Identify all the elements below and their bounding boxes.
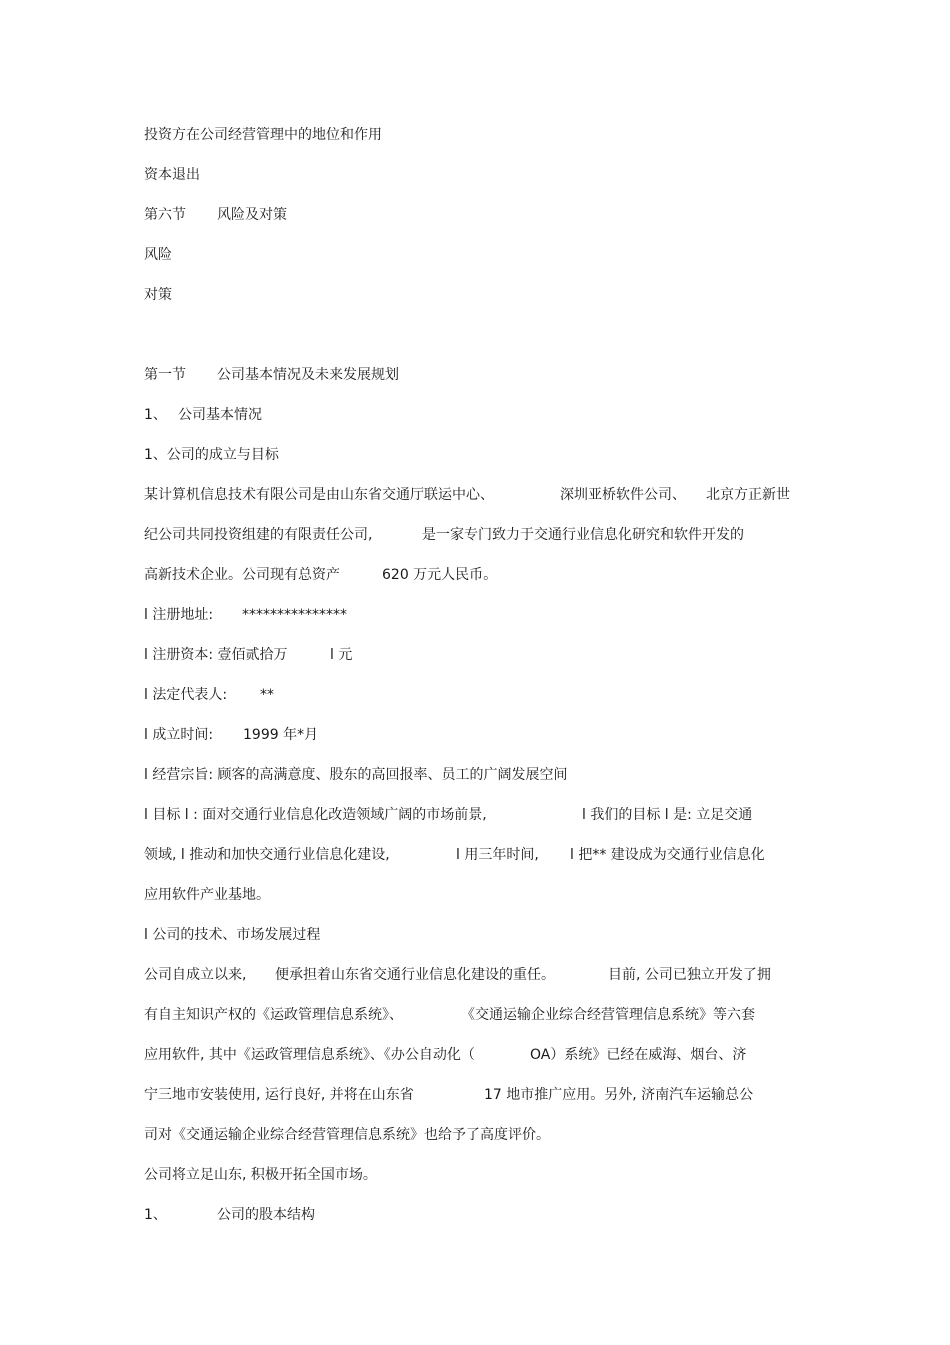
paragraph-history-line-5: 司对《交通运输企业综合经营管理信息系统》也给予了高度评价。 bbox=[144, 1127, 550, 1143]
paragraph-intro-line-2 bbox=[144, 525, 804, 545]
bullet-registered-address bbox=[144, 605, 544, 625]
founding-date-label: l 成立时间: bbox=[144, 727, 214, 743]
history-text-f: 应用软件, 其中《运政管理信息系统》、《办公自动化（ bbox=[144, 1047, 475, 1063]
toc-line-capital-exit: 资本退出 bbox=[144, 167, 200, 183]
intro-text-c: 北京方正新世 bbox=[706, 487, 790, 503]
bullet-registered-capital bbox=[144, 645, 544, 665]
history-text-g: OA）系统》已经在威海、烟台、济 bbox=[530, 1047, 747, 1063]
registered-address-label: l 注册地址: bbox=[144, 607, 214, 623]
intro-text-f: 高新技术企业。公司现有总资产 bbox=[144, 567, 340, 583]
paragraph-market-strategy: 公司将立足山东, 积极开拓全国市场。 bbox=[144, 1167, 377, 1183]
intro-text-b: 深圳亚桥软件公司、 bbox=[560, 487, 686, 503]
legal-representative-label: l 法定代表人: bbox=[144, 687, 228, 703]
intro-text-e: 是一家专门致力于交通行业信息化研究和软件开发的 bbox=[422, 527, 744, 543]
intro-text-g: 620 万元人民币。 bbox=[382, 567, 498, 583]
item2-title: 公司的股本结构 bbox=[217, 1207, 315, 1223]
legal-representative-value: ** bbox=[260, 687, 274, 703]
bullet-goals-line-2 bbox=[144, 845, 804, 865]
paragraph-history-line-3 bbox=[144, 1045, 804, 1065]
bullet-goals-line-1 bbox=[144, 805, 804, 825]
paragraph-intro-line-1 bbox=[144, 485, 804, 505]
founding-date-value: 1999 年*月 bbox=[243, 727, 319, 743]
item2-heading bbox=[144, 1205, 544, 1225]
history-text-h: 宁三地市安装使用, 运行良好, 并将在山东省 bbox=[144, 1087, 414, 1103]
section1-number: 第一节 bbox=[144, 367, 186, 383]
registered-address-value: *************** bbox=[242, 607, 347, 623]
history-text-b: 便承担着山东省交通行业信息化建设的重任。 bbox=[275, 967, 555, 983]
history-text-a: 公司自成立以来, bbox=[144, 967, 247, 983]
subheading-establishment-goals: 1、公司的成立与目标 bbox=[144, 447, 279, 463]
item1-title: 公司基本情况 bbox=[178, 407, 262, 423]
bullet-business-tenet: l 经营宗旨: 顾客的高满意度、股东的高回报率、员工的广阔发展空间 bbox=[144, 767, 568, 783]
goals-text-c: 领域, l 推动和加快交通行业信息化建设, bbox=[144, 847, 390, 863]
registered-capital-label: l 注册资本: 壹佰贰拾万 bbox=[144, 647, 288, 663]
toc-section6-heading bbox=[144, 205, 544, 225]
bullet-founding-date bbox=[144, 725, 544, 745]
paragraph-history-line-1 bbox=[144, 965, 804, 985]
intro-text-a: 某计算机信息技术有限公司是由山东省交通厅联运中心、 bbox=[144, 487, 494, 503]
bullet-legal-representative bbox=[144, 685, 544, 705]
toc-line-investor-role: 投资方在公司经营管理中的地位和作用 bbox=[144, 127, 382, 143]
item1-heading bbox=[144, 405, 544, 425]
item2-number: 1、 bbox=[144, 1207, 167, 1223]
paragraph-history-line-4 bbox=[144, 1085, 804, 1105]
section6-title: 风险及对策 bbox=[217, 207, 287, 223]
history-text-e: 《交通运输企业综合经营管理信息系统》等六套 bbox=[461, 1007, 755, 1023]
history-text-c: 目前, 公司已独立开发了拥 bbox=[608, 967, 771, 983]
goals-text-e: l 把** 建设成为交通行业信息化 bbox=[570, 847, 765, 863]
goals-text-d: l 用三年时间, bbox=[456, 847, 539, 863]
section6-number: 第六节 bbox=[144, 207, 186, 223]
intro-text-d: 纪公司共同投资组建的有限责任公司, bbox=[144, 527, 373, 543]
history-text-i: 17 地市推广应用。另外, 济南汽车运输总公 bbox=[484, 1087, 754, 1103]
bullet-goals-line-3: 应用软件产业基地。 bbox=[144, 887, 270, 903]
registered-capital-unit: l 元 bbox=[330, 647, 353, 663]
item1-number: 1、 bbox=[144, 407, 167, 423]
paragraph-intro-line-3 bbox=[144, 565, 804, 585]
toc-line-countermeasure: 对策 bbox=[144, 287, 172, 303]
paragraph-history-line-2 bbox=[144, 1005, 804, 1025]
goals-text-b: l 我们的目标 l 是: 立足交通 bbox=[582, 807, 753, 823]
goals-text-a: l 目标 l : 面对交通行业信息化改造领域广阔的市场前景, bbox=[144, 807, 487, 823]
history-text-d: 有自主知识产权的《运政管理信息系统》、 bbox=[144, 1007, 403, 1023]
section1-heading bbox=[144, 365, 544, 385]
toc-line-risk: 风险 bbox=[144, 247, 172, 263]
section1-title: 公司基本情况及未来发展规划 bbox=[217, 367, 399, 383]
bullet-development-history: l 公司的技术、市场发展过程 bbox=[144, 927, 321, 943]
